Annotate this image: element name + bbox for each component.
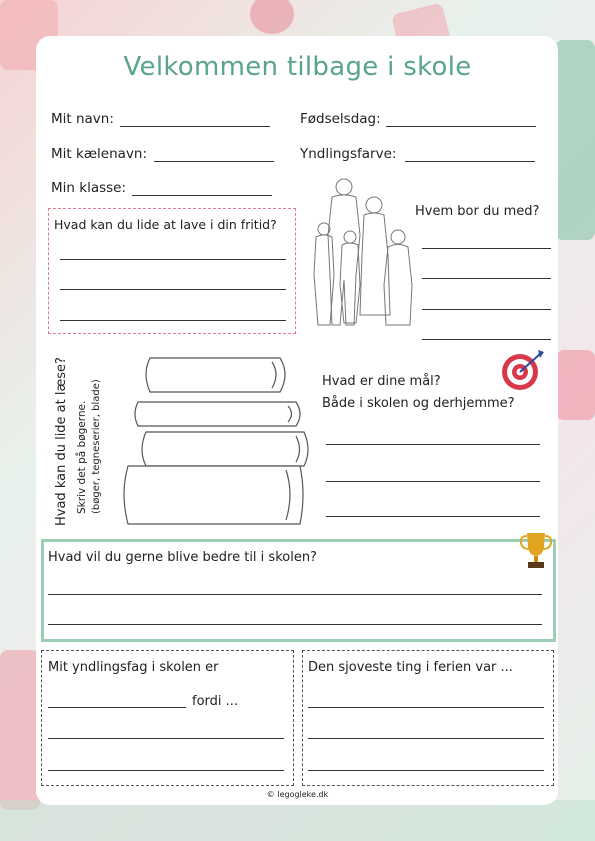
reading-hint-1: Skriv det på bøgerne. xyxy=(76,400,88,514)
favorite-subject-line[interactable] xyxy=(48,770,284,771)
favorite-subject-line[interactable] xyxy=(48,707,186,708)
name-label: Mit navn: xyxy=(51,111,114,127)
background-deco xyxy=(0,800,595,841)
goals-question-2: Både i skolen og derhjemme? xyxy=(322,396,515,411)
goals-line[interactable] xyxy=(326,516,540,517)
favorite-color-line[interactable] xyxy=(405,161,535,162)
class-line[interactable] xyxy=(132,195,272,196)
nickname-label: Mit kælenavn: xyxy=(51,146,148,162)
holiday-line[interactable] xyxy=(308,770,544,771)
birthday-label: Fødselsdag: xyxy=(300,111,381,127)
footer-copyright: © legogleke.dk xyxy=(266,790,329,799)
holiday-question: Den sjoveste ting i ferien var ... xyxy=(308,660,513,675)
birthday-line[interactable] xyxy=(386,126,536,127)
background-deco xyxy=(250,0,294,34)
goals-question-1: Hvad er dine mål? xyxy=(322,374,441,389)
lives-with-line[interactable] xyxy=(422,339,551,340)
nickname-line[interactable] xyxy=(154,161,274,162)
favorite-subject-line[interactable] xyxy=(48,738,284,739)
background-deco xyxy=(556,350,595,420)
holiday-line[interactable] xyxy=(308,707,544,708)
trophy-icon xyxy=(518,531,554,571)
lives-with-line[interactable] xyxy=(422,309,551,310)
improve-question: Hvad vil du gerne blive bedre til i skolen? xyxy=(48,550,317,565)
reading-hint-2: (bøger, tegneserier, blade) xyxy=(91,379,102,514)
because-label: fordi ... xyxy=(192,694,239,709)
favorite-subject-question: Mit yndlingsfag i skolen er xyxy=(48,660,219,675)
lives-with-question: Hvem bor du med? xyxy=(415,204,540,219)
class-label: Min klasse: xyxy=(51,180,127,196)
lives-with-line[interactable] xyxy=(422,248,551,249)
family-illustration xyxy=(306,175,418,333)
improve-line[interactable] xyxy=(48,624,542,625)
page-title: Velkommen tilbage i skole xyxy=(123,52,472,82)
lives-with-line[interactable] xyxy=(422,278,551,279)
background-deco xyxy=(0,650,40,810)
free-time-line[interactable] xyxy=(60,259,286,260)
holiday-line[interactable] xyxy=(308,738,544,739)
free-time-line[interactable] xyxy=(60,320,286,321)
favorite-color-label: Yndlingsfarve: xyxy=(300,146,397,162)
book-stack-illustration xyxy=(120,354,320,534)
target-icon xyxy=(500,348,546,392)
free-time-question: Hvad kan du lide at lave i din fritid? xyxy=(54,217,277,232)
goals-line[interactable] xyxy=(326,481,540,482)
free-time-line[interactable] xyxy=(60,289,286,290)
improve-line[interactable] xyxy=(48,594,542,595)
name-line[interactable] xyxy=(120,126,270,127)
reading-question: Hvad kan du lide at læse? xyxy=(54,357,69,526)
goals-line[interactable] xyxy=(326,444,540,445)
